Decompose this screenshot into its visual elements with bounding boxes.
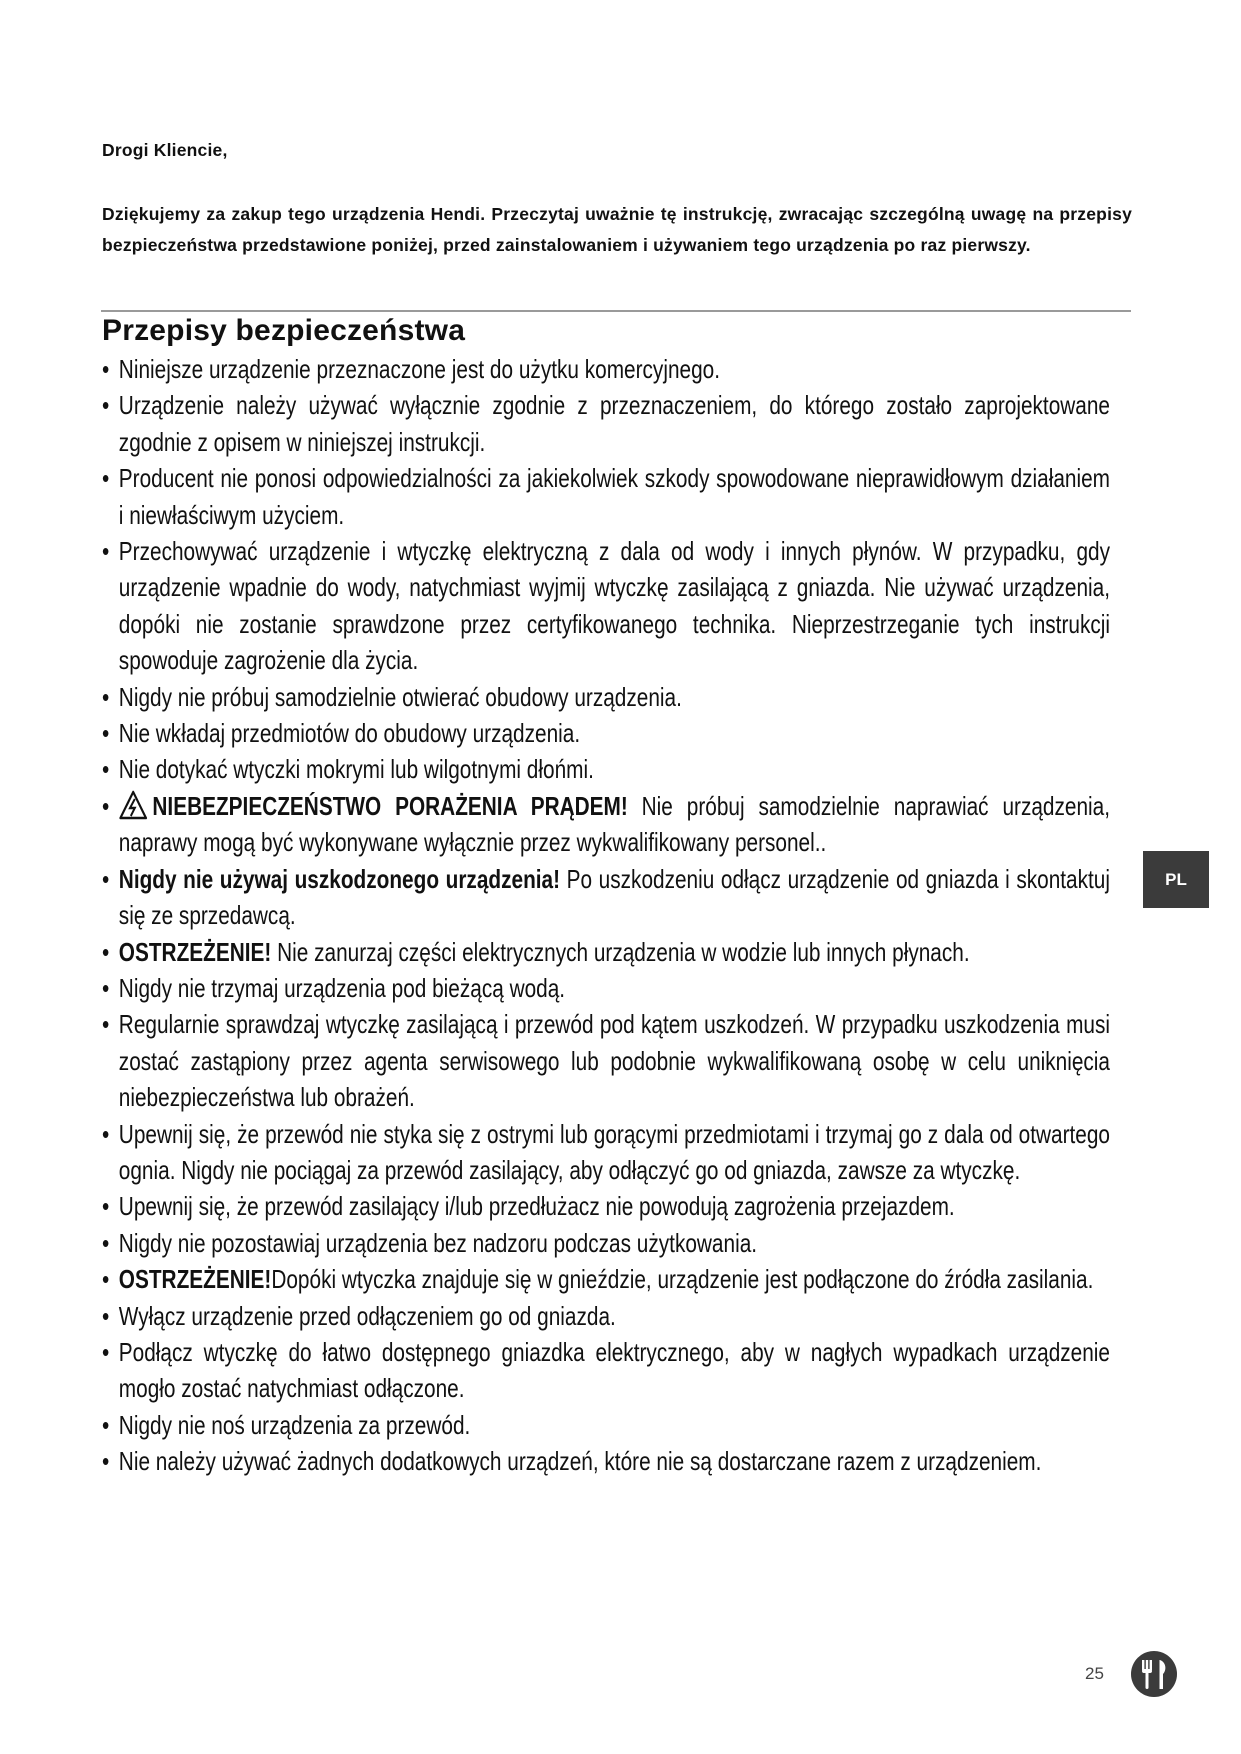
list-item: • Upewnij się, że przewód zasilający i/lub przedłużacz nie powodują zagrożenia przejazdem. <box>102 1188 1110 1224</box>
list-item: • Wyłącz urządzenie przed odłączeniem go od gniazda. <box>102 1298 1110 1334</box>
list-item: • Urządzenie należy używać wyłącznie zgodnie z przeznaczeniem, do którego zostało zaprojektowane zgodnie z opisem w niniejszej instrukcji. <box>102 387 1110 460</box>
electric-warning-icon <box>119 790 148 820</box>
list-item: • Niniejsze urządzenie przeznaczone jest do użytku komercyjnego. <box>102 351 1110 387</box>
list-item: • NIEBEZPIECZEŃSTWO PORAŻENIA PRĄDEM! Nie próbuj samodzielnie naprawiać urządzenia, naprawy mogą być wykonywane wyłącznie przez wykwalifikowany personel.. <box>102 788 1110 861</box>
cutlery-logo-icon <box>1130 1650 1178 1698</box>
list-item: • Nie dotykać wtyczki mokrymi lub wilgotnymi dłońmi. <box>102 751 1110 787</box>
language-tab: PL <box>1143 851 1209 908</box>
list-item: • Regularnie sprawdzaj wtyczkę zasilającą i przewód pod kątem uszkodzeń. W przypadku uszkodzenia musi zostać zastąpiony przez agenta serwisowego lub podobnie wykwalifikowaną osobę w celu uniknięcia niebezpieczeństwa lub obrażeń. <box>102 1006 1110 1115</box>
list-item: • Nigdy nie pozostawiaj urządzenia bez nadzoru podczas użytkowania. <box>102 1225 1110 1261</box>
safety-rules-list <box>102 351 1110 1480</box>
list-item: • Nigdy nie noś urządzenia za przewód. <box>102 1407 1110 1443</box>
list-item: • Upewnij się, że przewód nie styka się z ostrymi lub gorącymi przedmiotami i trzymaj go z dala od otwartego ognia. Nigdy nie pociągaj za przewód zasilający, aby odłączyć go od gniazda, zawsze za wtyczkę. <box>102 1116 1110 1189</box>
list-item: • Producent nie ponosi odpowiedzialności za jakiekolwiek szkody spowodowane nieprawidłowym działaniem i niewłaściwym użyciem. <box>102 460 1110 533</box>
list-item: • Nigdy nie trzymaj urządzenia pod bieżącą wodą. <box>102 970 1110 1006</box>
divider <box>101 310 1131 312</box>
greeting: Drogi Kliencie, <box>102 140 228 160</box>
list-item: • Nie wkładaj przedmiotów do obudowy urządzenia. <box>102 715 1110 751</box>
page-number: 25 <box>1085 1664 1104 1683</box>
list-item: • Nigdy nie próbuj samodzielnie otwierać obudowy urządzenia. <box>102 679 1110 715</box>
list-item: • Przechowywać urządzenie i wtyczkę elektryczną z dala od wody i innych płynów. W przypadku, gdy urządzenie wpadnie do wody, natychmiast wyjmij wtyczkę zasilającą z gniazda. Nie używać urządzenia, dopóki nie zostanie sprawdzone przez certyfikowanego technika. Nieprzestrzeganie tych instrukcji spowoduje zagrożenie dla życia. <box>102 533 1110 679</box>
list-item: • OSTRZEŻENIE!Dopóki wtyczka znajduje się w gnieździe, urządzenie jest podłączone do źródła zasilania. <box>102 1261 1110 1297</box>
list-item: • Nigdy nie używaj uszkodzonego urządzenia! Po uszkodzeniu odłącz urządzenie od gniazda i skontaktuj się ze sprzedawcą. <box>102 861 1110 934</box>
page-title: Przepisy bezpieczeństwa <box>102 314 466 347</box>
list-item: • Nie należy używać żadnych dodatkowych urządzeń, które nie są dostarczane razem z urządzeniem. <box>102 1443 1110 1479</box>
list-item: • OSTRZEŻENIE! Nie zanurzaj części elektrycznych urządzenia w wodzie lub innych płynach. <box>102 934 1110 970</box>
list-item: • Podłącz wtyczkę do łatwo dostępnego gniazdka elektrycznego, aby w nagłych wypadkach urządzenie mogło zostać natychmiast odłączone. <box>102 1334 1110 1407</box>
intro-paragraph: Dziękujemy za zakup tego urządzenia Hendi. Przeczytaj uważnie tę instrukcję, zwracając szczególną uwagę na przepisy bezpieczeństwa przedstawione poniżej, przed zainstalowaniem i używaniem tego urządzenia po raz pierwszy. <box>102 204 1132 255</box>
